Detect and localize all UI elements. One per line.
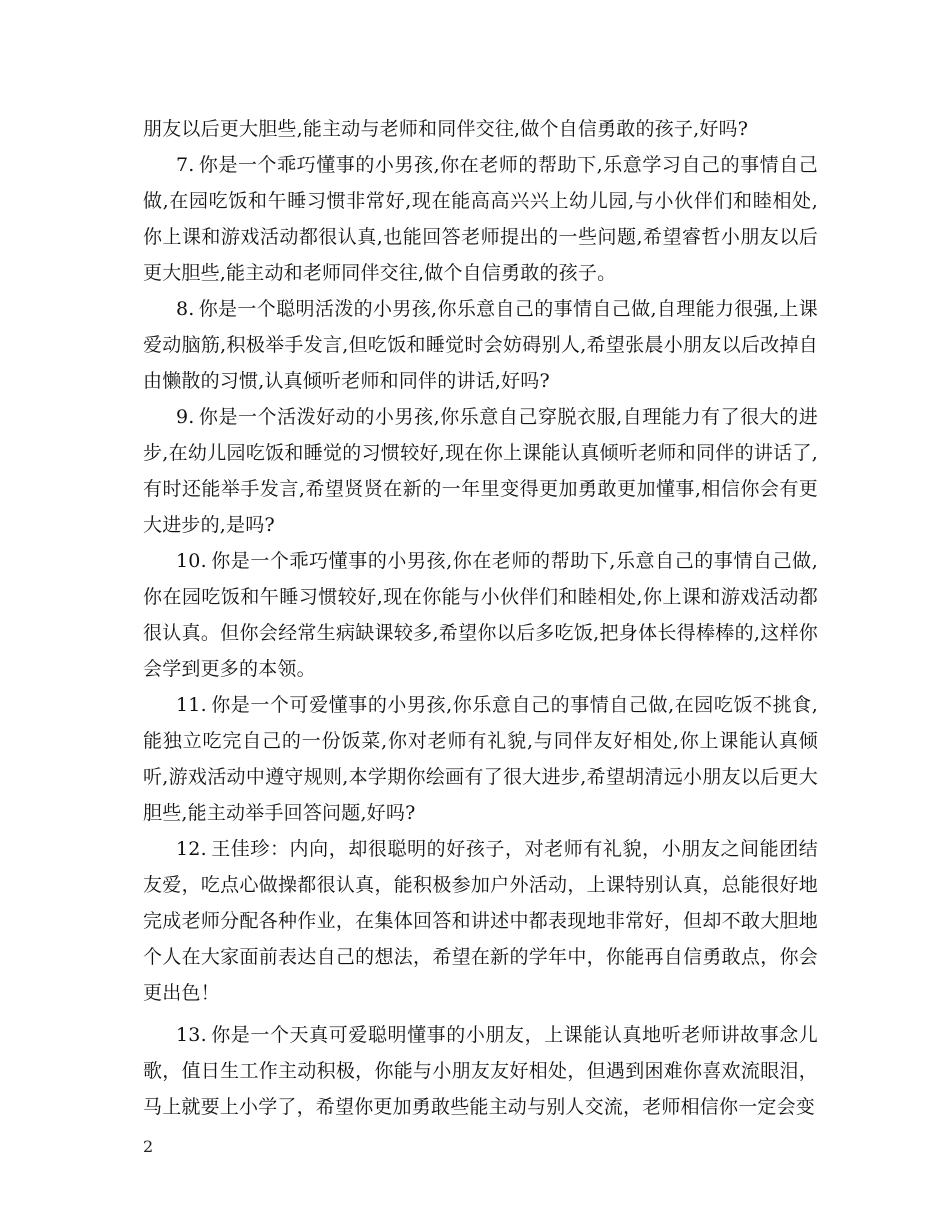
- comment-item-10: [143, 543, 818, 687]
- comment-item-13: [143, 1017, 818, 1125]
- continued-paragraph: 朋友以后更大胆些,能主动与老师和同伴交往,做个自信勇敢的孩子,好吗?: [143, 118, 749, 140]
- item-number: 13.: [176, 1024, 207, 1046]
- item-text: 你是一个聪明活泼的小男孩,你乐意自己的事情自己做,自理能力很强,上课爱动脑筋,积极举手发言,但吃饭和睡觉时会妨碍别人,希望张晨小朋友以后改掉自由懒散的习惯,认真倾听老师和同伴的讲话,好吗?: [143, 298, 818, 392]
- comment-item-11: [143, 687, 818, 831]
- item-text: 你是一个可爱懂事的小男孩,你乐意自己的事情自己做,在园吃饭不挑食,能独立吃完自己的一份饭菜,你对老师有礼貌,与同伴友好相处,你上课能认真倾听,游戏活动中遵守规则,本学期你绘画有了很大进步,希望胡清远小朋友以后更大胆些,能主动举手回答问题,好吗?: [143, 694, 818, 824]
- document-body: [143, 111, 818, 1125]
- item-text: 你是一个乖巧懂事的小男孩,你在老师的帮助下,乐意学习自己的事情自己做,在园吃饭和午睡习惯非常好,现在能高高兴兴上幼儿园,与小伙伴们和睦相处,你上课和游戏活动都很认真,也能回答老师提出的一些问题,希望睿哲小朋友以后更大胆些,能主动和老师同伴交往,做个自信勇敢的孩子。: [143, 154, 818, 284]
- comment-item-12: [143, 831, 818, 1011]
- item-number: 9.: [176, 406, 195, 428]
- item-number: 10.: [176, 550, 207, 572]
- item-number: 7.: [176, 154, 195, 176]
- item-number: 11.: [176, 694, 207, 716]
- item-text: 王佳珍：内向，却很聪明的好孩子，对老师有礼貌，小朋友之间能团结友爱，吃点心做操都很认真，能积极参加户外活动，上课特别认真，总能很好地完成老师分配各种作业，在集体回答和讲述中都表现地非常好，但却不敢大胆地个人在大家面前表达自己的想法，希望在新的学年中，你能再自信勇敢点，你会更出色！: [143, 838, 818, 1004]
- comment-item-7: [143, 147, 818, 291]
- item-text: 你是一个乖巧懂事的小男孩,你在老师的帮助下,乐意自己的事情自己做,你在园吃饭和午睡习惯较好,现在你能与小伙伴们和睦相处,你上课和游戏活动都很认真。但你会经常生病缺课较多,希望你以后多吃饭,把身体长得棒棒的,这样你会学到更多的本领。: [143, 550, 818, 680]
- item-text: 你是一个活泼好动的小男孩,你乐意自己穿脱衣服,自理能力有了很大的进步,在幼儿园吃饭和睡觉的习惯较好,现在你上课能认真倾听老师和同伴的讲话了,有时还能举手发言,希望贤贤在新的一年里变得更加勇敢更加懂事,相信你会有更大进步的,是吗?: [143, 406, 818, 536]
- page-number: 2: [143, 1137, 154, 1156]
- comment-item-9: [143, 399, 818, 543]
- item-number: 8.: [176, 298, 195, 320]
- item-text: 你是一个天真可爱聪明懂事的小朋友，上课能认真地听老师讲故事念儿歌，值日生工作主动积极，你能与小朋友友好相处，但遇到困难你喜欢流眼泪，马上就要上小学了，希望你更加勇敢些能主动与别人交流，老师相信你一定会变: [143, 1024, 818, 1118]
- item-number: 12.: [176, 838, 207, 860]
- comment-item-8: [143, 291, 818, 399]
